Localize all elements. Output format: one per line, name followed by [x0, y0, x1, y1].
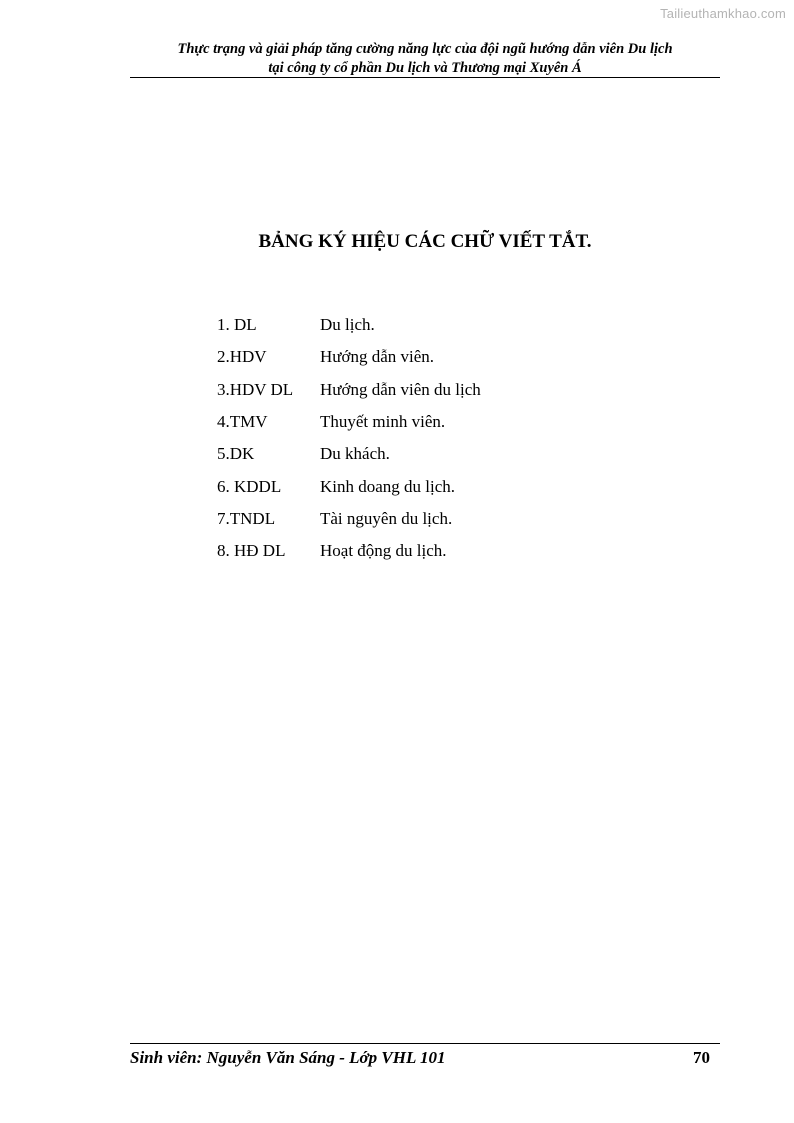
abbreviation-row	[217, 309, 481, 341]
abbreviation-row	[217, 470, 481, 502]
abbreviation-meaning: Thuyết minh viên.	[320, 412, 446, 432]
watermark: Tailieuthamkhao.com	[660, 6, 786, 21]
abbreviation-meaning: Du khách.	[320, 444, 390, 464]
abbreviation-code: 3.HDV DL	[217, 379, 294, 399]
running-header	[130, 40, 720, 78]
page-title: BẢNG KÝ HIỆU CÁC CHỮ VIẾT TẮT.	[258, 231, 592, 252]
abbreviation-code: 7.TNDL	[217, 508, 276, 528]
abbreviation-row	[217, 341, 481, 373]
footer-divider	[130, 1043, 720, 1044]
abbreviation-meaning: Kinh doang du lịch.	[320, 476, 456, 496]
header-divider	[130, 77, 720, 78]
abbreviation-meaning: Hướng dẫn viên du lịch	[320, 379, 481, 399]
header-line-2: tại công ty cổ phần Du lịch và Thương mại Xuyên Á	[268, 60, 582, 76]
abbreviation-code: 8. HĐ DL	[217, 541, 286, 561]
abbreviation-code: 4.TMV	[217, 412, 268, 432]
abbreviation-list	[217, 309, 481, 567]
abbreviation-row	[217, 406, 481, 438]
abbreviation-row	[217, 503, 481, 535]
abbreviation-meaning: Hoạt động du lịch.	[320, 541, 447, 561]
abbreviation-row	[217, 438, 481, 470]
abbreviation-code: 1. DL	[217, 315, 257, 335]
footer-student-info: Sinh viên: Nguyễn Văn Sáng - Lớp VHL 101	[130, 1048, 446, 1067]
page-footer	[130, 1047, 710, 1069]
header-line-1: Thực trạng và giải pháp tăng cường năng lực của đội ngũ hướng dẫn viên Du lịch	[177, 41, 673, 57]
abbreviation-meaning: Hướng dẫn viên.	[320, 347, 435, 367]
abbreviation-code: 2.HDV	[217, 347, 267, 367]
abbreviation-meaning: Du lịch.	[320, 315, 375, 335]
page-number: 70	[693, 1048, 710, 1067]
abbreviation-code: 6. KDDL	[217, 476, 282, 496]
abbreviation-row	[217, 535, 481, 567]
abbreviation-meaning: Tài nguyên du lịch.	[320, 508, 453, 528]
abbreviation-row	[217, 374, 481, 406]
abbreviation-code: 5.DK	[217, 444, 255, 464]
